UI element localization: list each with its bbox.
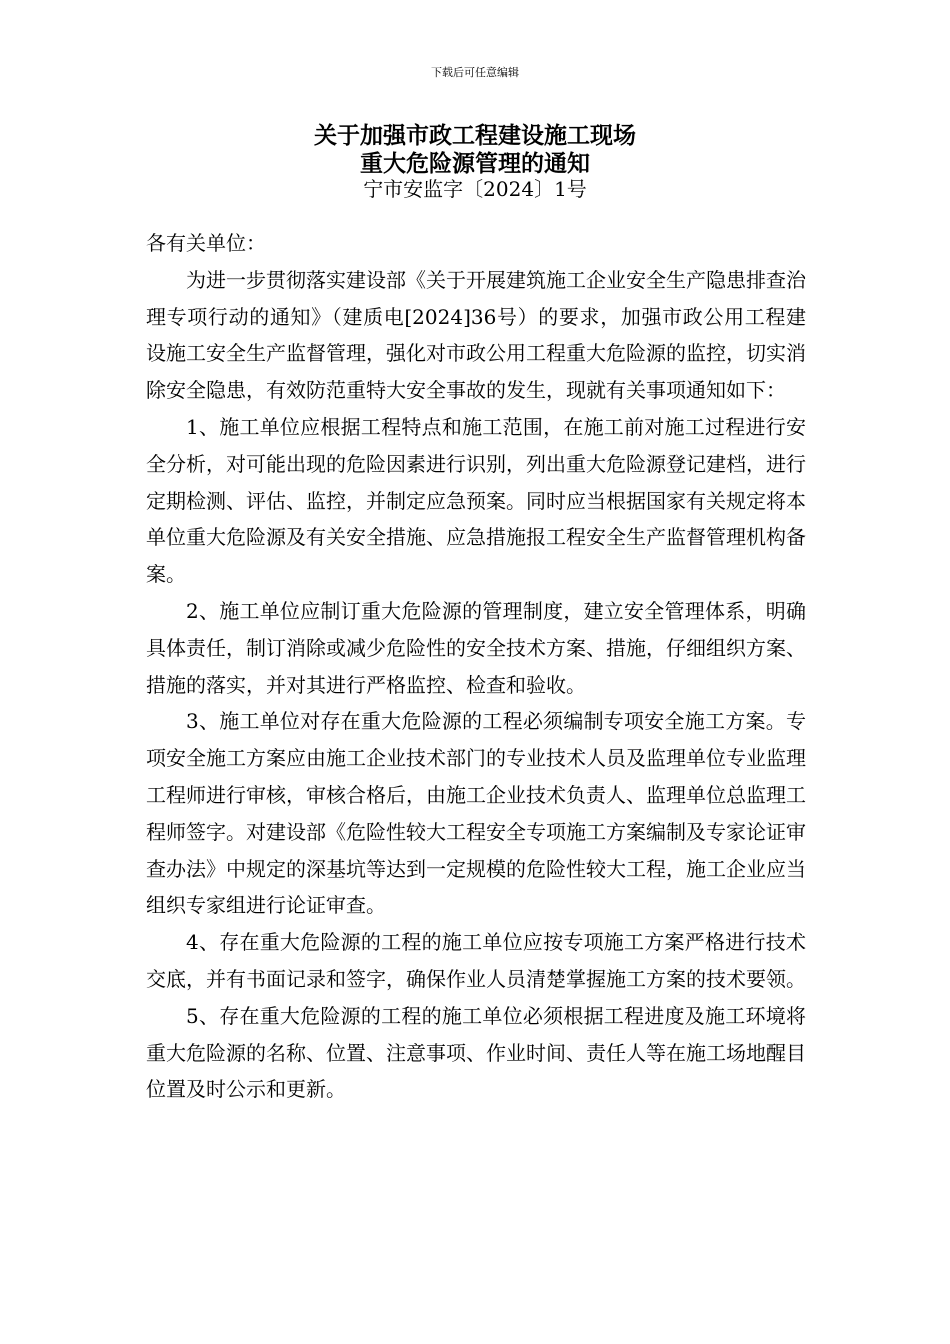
paragraph-intro: 为进一步贯彻落实建设部《关于开展建筑施工企业安全生产隐患排查治理专项行动的通知》（建质电[2024]36号）的要求，加强市政公用工程建设施工安全生产监督管理，强化对市政公用工程重大危险源的监控，切实消除安全隐患，有效防范重特大安全事故的发生，现就有关事项通知如下：: [146, 267, 806, 403]
paragraph-item-2: 2、施工单位应制订重大危险源的管理制度，建立安全管理体系，明确具体责任，制订消除或减少危险性的安全技术方案、措施，仔细组织方案、措施的落实，并对其进行严格监控、检查和验收。: [146, 598, 806, 697]
document-body: [146, 225, 806, 1108]
document-number: 宁市安监字〔2024〕1号: [363, 177, 587, 201]
document-title-line-1: 关于加强市政工程建设施工现场: [314, 122, 636, 149]
paragraph-item-5: 5、存在重大危险源的工程的施工单位必须根据工程进度及施工环境将重大危险源的名称、位置、注意事项、作业时间、责任人等在施工场地醒目位置及时公示和更新。: [146, 1003, 806, 1102]
salutation: 各有关单位：: [146, 231, 266, 255]
paragraph-item-4: 4、存在重大危险源的工程的施工单位应按专项施工方案严格进行技术交底，并有书面记录和签字，确保作业人员清楚掌握施工方案的技术要领。: [146, 930, 806, 991]
paragraph-item-1: 1、施工单位应根据工程特点和施工范围，在施工前对施工过程进行安全分析，对可能出现的危险因素进行识别，列出重大危险源登记建档，进行定期检测、评估、监控，并制定应急预案。同时应当根据国家有关规定将本单位重大危险源及有关安全措施、应急措施报工程安全生产监督管理机构备案。: [146, 414, 806, 587]
paragraph-item-3: 3、施工单位对存在重大危险源的工程必须编制专项安全施工方案。专项安全施工方案应由施工企业技术部门的专业技术人员及监理单位专业监理工程师进行审核，审核合格后，由施工企业技术负责人、监理单位总监理工程师签字。对建设部《危险性较大工程安全专项施工方案编制及专家论证审查办法》中规定的深基坑等达到一定规模的危险性较大工程，施工企业应当组织专家组进行论证审查。: [146, 709, 806, 918]
header-note: 下载后可任意编辑: [431, 66, 519, 79]
document-title-line-2: 重大危险源管理的通知: [360, 150, 590, 177]
